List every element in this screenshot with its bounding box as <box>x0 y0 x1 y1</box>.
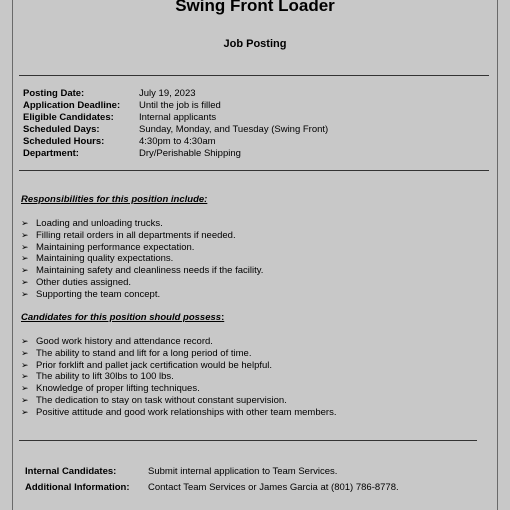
info-row <box>23 112 328 124</box>
info-label: Application Deadline: <box>23 100 121 111</box>
page-subtitle: Job Posting <box>223 38 287 50</box>
info-value: Sunday, Monday, and Tuesday (Swing Front) <box>139 124 329 135</box>
info-value: Until the job is filled <box>139 100 221 111</box>
arrow-bullet-icon: ➢ <box>21 265 29 276</box>
info-label: Department: <box>23 148 79 159</box>
info-row <box>23 88 328 100</box>
info-row <box>23 100 328 112</box>
arrow-bullet-icon: ➢ <box>21 336 29 346</box>
arrow-bullet-icon: ➢ <box>21 276 29 287</box>
arrow-bullet-icon: ➢ <box>21 218 29 228</box>
responsibilities-heading: Responsibilities for this position include: <box>21 194 208 205</box>
info-row <box>23 136 328 148</box>
arrow-bullet-icon: ➢ <box>21 406 29 417</box>
arrow-bullet-icon: ➢ <box>21 253 29 264</box>
list-item: ➢ Other duties assigned. <box>21 276 132 288</box>
info-row <box>23 148 328 160</box>
list-item: ➢ Filling retail orders in all departments if needed. <box>21 229 236 241</box>
responsibilities-list <box>21 218 263 301</box>
list-item: ➢ Knowledge of proper lifting techniques. <box>21 383 200 395</box>
arrow-bullet-icon: ➢ <box>21 359 29 370</box>
footer-value: Contact Team Services or James Garcia at (801) 786-8778. <box>148 482 399 493</box>
divider-bottom <box>19 440 477 441</box>
info-label: Eligible Candidates: <box>23 112 114 123</box>
info-value: 4:30pm to 4:30am <box>139 136 216 147</box>
footer-info <box>25 464 399 496</box>
list-item: ➢ The dedication to stay on task without constant supervision. <box>21 394 287 406</box>
divider-top <box>19 75 489 76</box>
list-item: ➢ Positive attitude and good work relationships with other team members. <box>21 406 337 418</box>
footer-row <box>25 480 399 496</box>
list-item: ➢ The ability to stand and lift for a long period of time. <box>21 347 252 359</box>
list-item: ➢ Supporting the team concept. <box>21 288 161 300</box>
footer-label: Internal Candidates: <box>25 466 117 477</box>
arrow-bullet-icon: ➢ <box>21 383 29 394</box>
footer-label: Additional Information: <box>25 482 130 493</box>
list-item: ➢ Maintaining safety and cleanliness needs if the facility. <box>21 265 264 277</box>
list-item: ➢ The ability to lift 30lbs to 100 lbs. <box>21 371 174 383</box>
divider-middle <box>19 170 489 171</box>
info-label: Scheduled Days: <box>23 124 100 135</box>
job-posting-page <box>12 0 498 510</box>
arrow-bullet-icon: ➢ <box>21 371 29 382</box>
arrow-bullet-icon: ➢ <box>21 229 29 240</box>
info-row <box>23 124 328 136</box>
arrow-bullet-icon: ➢ <box>21 288 29 299</box>
info-value: Internal applicants <box>139 112 217 123</box>
arrow-bullet-icon: ➢ <box>21 241 29 252</box>
info-label: Posting Date: <box>23 88 85 99</box>
candidates-heading: Candidates for this position should possess: <box>21 312 225 323</box>
page-title: Swing Front Loader <box>175 0 335 15</box>
footer-value: Submit internal application to Team Services. <box>148 466 338 477</box>
list-item: ➢ Maintaining quality expectations. <box>21 253 174 265</box>
footer-row <box>25 464 399 480</box>
posting-info <box>23 88 328 160</box>
info-value: July 19, 2023 <box>139 88 196 99</box>
info-value: Dry/Perishable Shipping <box>139 148 241 159</box>
arrow-bullet-icon: ➢ <box>21 394 29 405</box>
list-item: ➢ Good work history and attendance record. <box>21 336 213 347</box>
list-item: ➢ Maintaining performance expectation. <box>21 241 195 253</box>
arrow-bullet-icon: ➢ <box>21 347 29 358</box>
candidates-list <box>21 336 336 419</box>
list-item: ➢ Prior forklift and pallet jack certification would be helpful. <box>21 359 273 371</box>
info-label: Scheduled Hours: <box>23 136 105 147</box>
list-item: ➢ Loading and unloading trucks. <box>21 218 163 229</box>
